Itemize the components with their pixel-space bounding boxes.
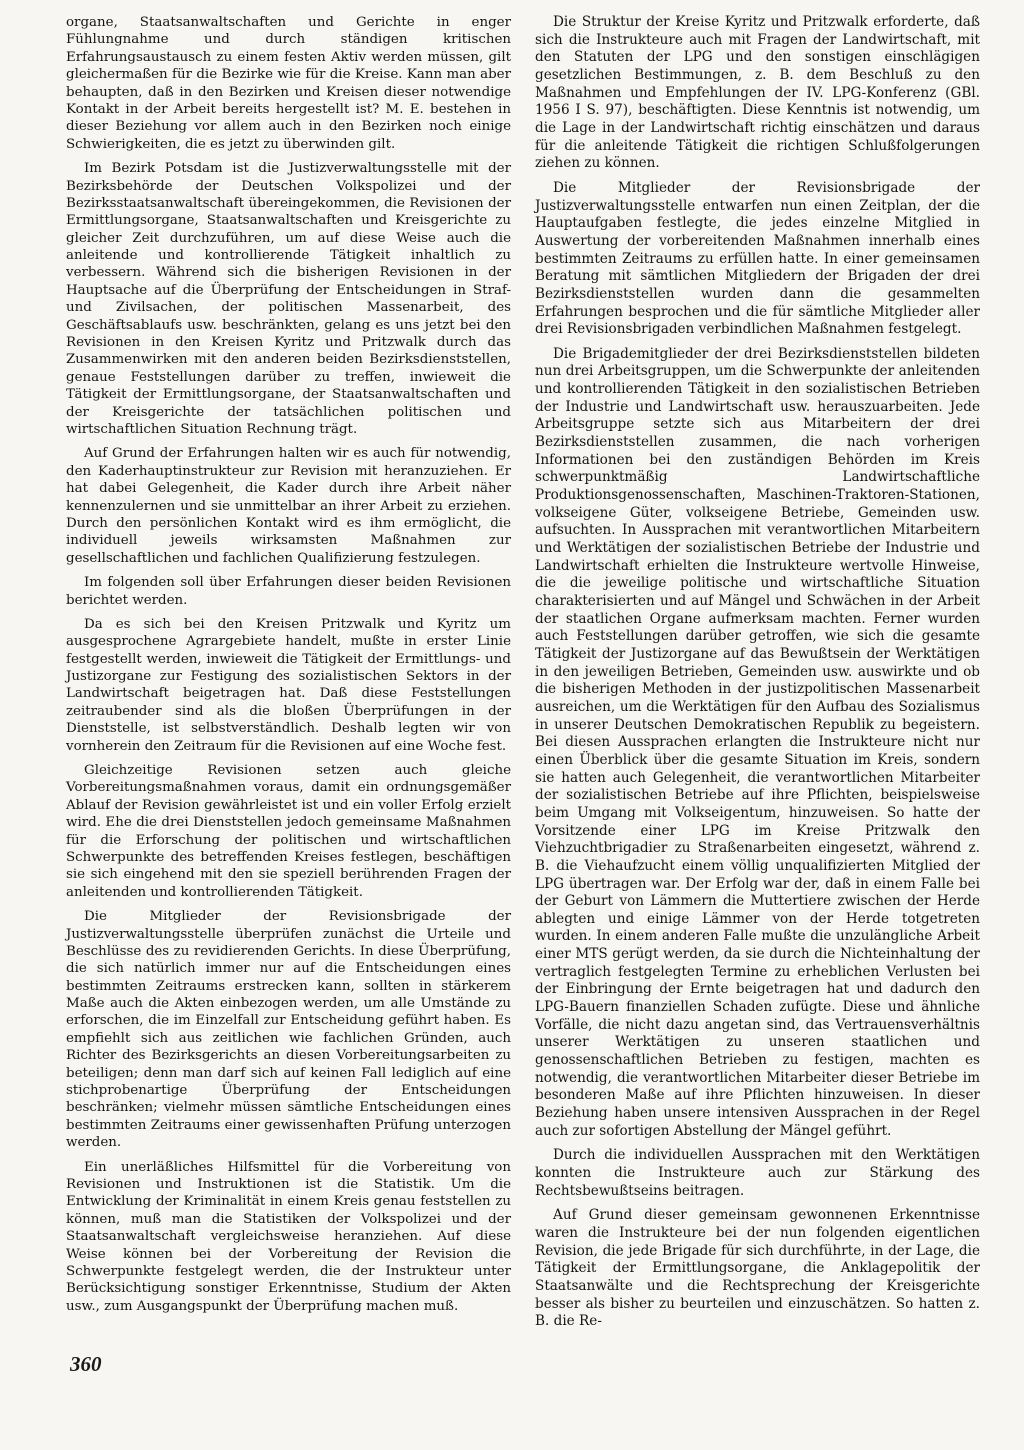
paragraph: Durch die individuellen Aussprachen mit den Werktätigen konnten die Instrukteure auch zur Stärkung des Rechtsbewußtseins beitragen. — [535, 1147, 980, 1199]
right-text-column — [535, 14, 980, 1338]
paragraph: Die Brigademitglieder der drei Bezirksdienststellen bildeten nun drei Arbeitsgruppen, um die Schwerpunkte der anleitenden und kontrollierenden Tätigkeit in den sozialistischen Betrieben der Industrie und Landwirtschaft usw. herauszuarbeiten. Jede Arbeitsgruppe setzte sich aus Mitarbeitern der drei Bezirksdienststellen zusammen, die nach vorherigen Informationen bei den zuständigen Behörden im Kreis schwerpunktmäßig Landwirtschaftliche Produktionsgenossenschaften, Maschinen-Traktoren-Stationen, volkseigene Güter, volkseigene Betriebe, Gemeinden usw. aufsuchten. In Aussprachen mit verantwortlichen Mitarbeitern und Werktätigen der sozialistischen Betriebe der Industrie und Landwirtschaft erhielten die Instrukteure wertvolle Hinweise, die die jeweilige politische und wirtschaftliche Situation charakterisierten und auf Mängel und Schwächen in der Arbeit der staatlichen Organe aufmerksam machten. Ferner wurden auch Feststellungen darüber getroffen, wie sich die gesamte Tätigkeit der Justizorgane auf das Bewußtsein der Werktätigen in den jeweiligen Betrieben, Gemeinden usw. auswirkte und ob die bisherigen Methoden in der justizpolitischen Massenarbeit ausreichen, um die Werktätigen für den Aufbau des Sozialismus in unserer Deutschen Demokratischen Republik zu begeistern. Bei diesen Aussprachen erlangten die Instrukteure nicht nur einen Überblick über die gesamte Situation im Kreis, sondern sie hatten auch Gelegenheit, die verantwortlichen Mitarbeiter der sozialistischen Betriebe auf ihre Pflichten, beispielsweise beim Umgang mit Volkseigentum, hinzuweisen. So hatte der Vorsitzende einer LPG im Kreise Pritzwalk den Viehzuchtbrigadier zu Straßenarbeiten eingesetzt, während z. B. die Viehaufzucht einem völlig unqualifizierten Mitglied der LPG übertragen war. Der Erfolg war der, daß in einem Falle bei der Geburt von Lämmern die Muttertiere zwischen der Herde ablegten und einige Lämmer von der Herde totgetreten wurden. In einem anderen Falle mußte die unzulängliche Arbeit einer MTS gerügt werden, da sie durch die Nichteinhaltung der vertraglich festgelegten Termine zu erheblichen Verlusten bei der Einbringung der Ernte beigetragen hat und dadurch den LPG-Bauern finanziellen Schaden zufügte. Diese und ähnliche Vorfälle, die nicht dazu angetan sind, das Vertrauensverhältnis unserer Werktätigen zu unseren staatlichen und genossenschaftlichen Betrieben zu festigen, machten es notwendig, die verantwortlichen Mitarbeiter dieser Betriebe im besonderen Maße auf ihre Pflichten hinzuweisen. In dieser Beziehung haben unsere intensiven Aussprachen in der Regel auch zur sofortigen Abstellung der Mängel geführt. — [535, 345, 980, 1139]
paragraph: Im Bezirk Potsdam ist die Justizverwaltungsstelle mit der Bezirksbehörde der Deutschen Volkspolizei und der Bezirksstaatsanwaltschaft übereingekommen, die Revisionen der Ermittlungsorgane, Staatsanwaltschaften und Kreisgerichte zu gleicher Zeit durchzuführen, um auf diese Weise auch die anleitende und kontrollierende Tätigkeit inhaltlich zu verbessern. Während sich die bisherigen Revisionen in der Hauptsache auf die Überprüfung der Entscheidungen in Straf- und Zivilsachen, der politischen Massenarbeit, des Geschäftsablaufs usw. beschränkten, gelang es uns jetzt bei den Revisionen in den Kreisen Kyritz und Pritzwalk durch das Zusammenwirken mit den anderen beiden Bezirksdienststellen, genaue Feststellungen darüber zu treffen, inwieweit die Tätigkeit der Ermittlungsorgane, der Staatsanwaltschaften und der Kreisgerichte der tatsächlichen politischen und wirtschaftlichen Situation Rechnung trägt. — [66, 161, 511, 437]
left-text-column — [66, 14, 511, 1322]
paragraph: Ein unerläßliches Hilfsmittel für die Vorbereitung von Revisionen und Instruktionen ist die Statistik. Um die Entwicklung der Kriminalität in einem Kreis genau feststellen zu können, muß man die Statistiken der Volkspolizei und der Staatsanwaltschaft vergleichsweise heranziehen. Auf diese Weise können bei der Vorbereitung der Revision die Schwerpunkte festgelegt werden, die der Instrukteur unter Berücksichtigung sonstiger Erkenntnisse, Studium der Akten usw., zum Ausgangspunkt der Überprüfung machen muß. — [66, 1159, 511, 1314]
paragraph: organe, Staatsanwaltschaften und Gerichte in enger Fühlungnahme und durch ständigen kritischen Erfahrungsaustausch zu einem festen Aktiv werden müssen, gilt gleichermaßen für die Bezirke wie für die Kreise. Kann man aber behaupten, daß in den Bezirken und Kreisen dieser notwendige Kontakt in der Arbeit bereits hergestellt ist? M. E. bestehen in dieser Beziehung vor allem auch in den Bezirken noch einige Schwierigkeiten, die es jetzt zu überwinden gilt. — [66, 15, 511, 152]
paragraph: Auf Grund dieser gemeinsam gewonnenen Erkenntnisse waren die Instrukteure bei der nun folgenden eigentlichen Revision, die jede Brigade für sich durchführte, in der Lage, die Tätigkeit der Ermittlungsorgane, die Anklagepolitik der Staatsanwälte und die Rechtsprechung der Kreisgerichte besser als bisher zu beurteilen und einzuschätzen. So hatten z. B. die Re- — [535, 1207, 980, 1330]
paragraph: Da es sich bei den Kreisen Pritzwalk und Kyritz um ausgesprochene Agrargebiete handelt, mußte in erster Linie festgestellt werden, inwieweit die Tätigkeit der Ermittlungs- und Justizorgane zur Festigung des sozialistischen Sektors in der Landwirtschaft beigetragen hat. Daß diese Feststellungen zeitraubender sind als die bloßen Überprüfungen in der Dienststelle, ist selbstverständlich. Deshalb legten wir von vornherein den Zeitraum für die Revisionen auf eine Woche fest. — [66, 616, 511, 754]
paragraph: Auf Grund der Erfahrungen halten wir es auch für notwendig, den Kaderhauptinstrukteur zur Revision mit heranzuziehen. Er hat dabei Gelegenheit, die Kader durch ihre Arbeit näher kennenzulernen und sie unmittelbar an ihrer Arbeit zu erziehen. Durch den persönlichen Kontakt wird es ihm ermöglicht, die individuell jeweils wirksamsten Maßnahmen zur gesellschaftlichen und fachlichen Qualifizierung festzulegen. — [66, 446, 511, 566]
page-number: 360 — [70, 1352, 102, 1376]
paragraph: Die Mitglieder der Revisionsbrigade der Justizverwaltungsstelle überprüfen zunächst die Urteile und Beschlüsse des zu revidierenden Gerichts. In diese Überprüfung, die sich natürlich immer nur auf die Entscheidungen eines bestimmten Zeitraums erstrecken kann, sollten in stärkerem Maße auch die Akten einbezogen werden, um alle Umstände zu erforschen, die im Einzelfall zur Entscheidung geführt haben. Es empfiehlt sich aus zeitlichen wie fachlichen Gründen, auch Richter des Bezirksgerichts an diesen Vorbereitungsarbeiten zu beteiligen; denn man darf sich auf keinen Fall lediglich auf eine stichprobenartige Überprüfung der Entscheidungen beschränken; vielmehr müssen sämtliche Entscheidungen eines bestimmten Zeitraums einer gewissenhaften Prüfung unterzogen werden. — [66, 909, 511, 1151]
paragraph: Die Mitglieder der Revisionsbrigade der Justizverwaltungsstelle entwarfen nun einen Zeitplan, der die Hauptaufgaben festlegte, die jedes einzelne Mitglied in Auswertung der vorbereitenden Maßnahmen innerhalb eines bestimmten Zeitraums zu erfüllen hatte. In einer gemeinsamen Beratung mit sämtlichen Mitgliedern der Brigaden der drei Bezirksdienststellen wurden dann die gesammelten Erfahrungen besprochen und die für sämtliche Mitglieder aller drei Revisionsbrigaden verbindlichen Maßnahmen festgelegt. — [535, 179, 980, 338]
paragraph: Gleichzeitige Revisionen setzen auch gleiche Vorbereitungsmaßnahmen voraus, damit ein ordnungsgemäßer Ablauf der Revision gewährleistet ist und ein voller Erfolg erzielt wird. Ehe die drei Dienststellen jedoch gemeinsame Maßnahmen für die Erforschung der politischen und wirtschaftlichen Schwerpunkte des betreffenden Kreises festlegen, beschäftigen sie sich eingehend mit den sie speziell berührenden Fragen der anleitenden und kontrollierenden Tätigkeit. — [66, 763, 511, 900]
paragraph: Die Struktur der Kreise Kyritz und Pritzwalk erforderte, daß sich die Instrukteure auch mit Fragen der Landwirtschaft, mit den Statuten der LPG und den sonstigen einschlägigen gesetzlichen Bestimmungen, z. B. dem Beschluß zu den Maßnahmen und Empfehlungen der IV. LPG-Konferenz (GBl. 1956 I S. 97), beschäftigten. Diese Kenntnis ist notwendig, um die Lage in der Landwirtschaft richtig einschätzen und daraus für die anleitende Tätigkeit die richtigen Schlußfolgerungen ziehen zu können. — [535, 14, 980, 172]
paragraph: Im folgenden soll über Erfahrungen dieser beiden Revisionen berichtet werden. — [66, 575, 511, 608]
